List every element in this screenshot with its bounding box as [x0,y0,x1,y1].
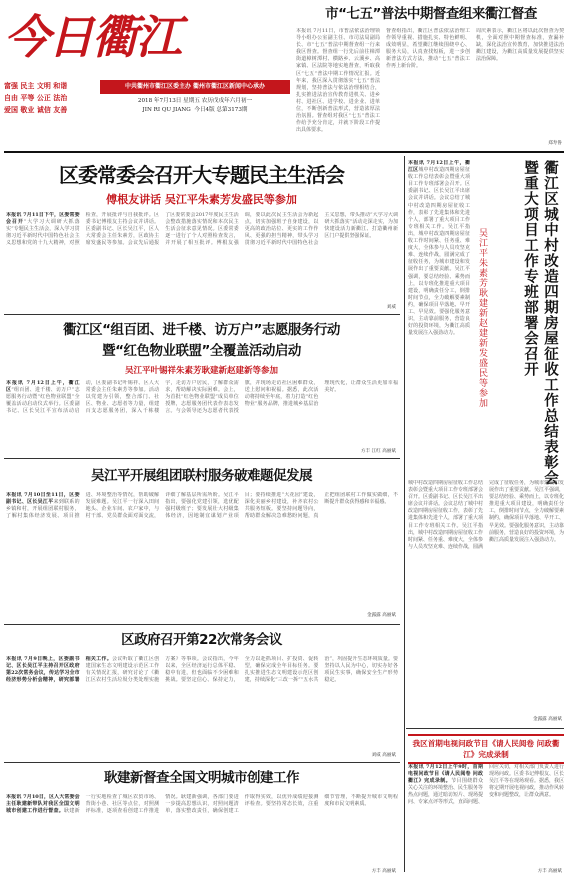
main-story-headline: 区委常委会召开大专题民主生活会 [59,163,344,187]
bottom-right-text: 节目围绕群众关心关注的环境整治、民生服务等热点问题，通过暗访短片、现场提问、专家点评等形式，直面问题、回应关切，对相关部门负责人进行现场问政。区委书记傅根友、区长吴江平等在现场观看。据悉，我区将定期开展电视问政，推动作风转变和问题整改，让群众满意。 [408,764,564,806]
volunteer-story-text: “组百团、进千楼、访万户”志愿服务行动暨“红色物业联盟”全覆盖活动启动仪式举行。区委副书记、区长吴江平宣布活动启动，区委副书记叶锡祥、区人大常委会主任朱素芳等参加。活动以党建为引领，整合部门、社区、物业、志愿者等力量，组建百支志愿服务团，深入千栋楼宇，走访万户居民，了解群众需求，帮助解决实际困难。会上，为首批“红色物业联盟”成员单位授牌，志愿服务团代表作表态发言。与会领导还为志愿者代表授旗，并现场走访社区困难群众，送上慰问和祝福。据悉，此次活动将持续至年底，着力打造“红色物业”服务品牌，推进城乡基层治理现代化，让群众生活更加幸福美好。 [6,380,398,415]
bottom-right-headline-box [408,734,564,764]
right-story-col-b [408,480,564,716]
volunteer-story-author: 方丰 江红 高丽斌 [360,449,396,454]
gov-story-body [6,656,398,752]
volunteer-story-headline-2: 暨“红色物业联盟”全覆盖活动启动 [102,343,301,359]
publisher-banner [100,80,290,94]
top-story-body-3: 周庆素表示，衢江区将以此次督查为契机，全面对照中期督查标准，查漏补缺，深化法治宣传教育，加快推进法治衢江建设，为衢江高质量发展提供坚实法治保障。 [476,28,564,63]
roadside-story-text: 来到联系的乡镇和村，开展组团联村服务，了解村集体经济发展、项目推进、环境整治等情况，帮助破解发展难题。吴江平一行深入田间地头、企业车间、农户家中，与村干部、党员群众面对面交流，详细了解基层所需所盼。吴江平指出，要强化党建引领，选优配强村级班子；要发展壮大村级集体经济，因地制宜谋划产业项目；要持续推进“大花园”建设，深化美丽乡村建设，补齐农村公共服务短板。要坚持问题导向，帮助群众解决急难愁盼问题，真正把组团联村工作做实做细，不断提升群众获得感和幸福感。 [6,492,398,520]
column-divider [404,156,405,872]
top-story-author: 郑寿鲁 [548,141,562,146]
pinyin-title: JIN RI QU JIANG [142,107,191,113]
volunteer-story-headline-1: 衢江区“组百团、进千楼、访万户”志愿服务行动 [63,322,340,338]
civ-story-body [6,794,398,870]
top-story-col-3 [476,28,564,140]
masthead-divider [4,151,564,153]
main-story-body [6,212,398,304]
section-divider [4,762,400,763]
civ-story-author: 方丰 高丽斌 [371,869,396,874]
main-story-author: 刘威 [386,305,396,310]
gov-story-lead: 本报讯 7月9日晚上，区委副书记、区长吴江平主持召开区政府第22次常务会议，传达学习全市经济形势分析会精神，研究部署相关工作。 [6,656,112,684]
top-story-col-2 [386,28,470,140]
edition-number: 今日4版 总第3173期 [194,107,248,113]
section-divider [4,314,400,315]
publisher-line: 中共衢州市衢江区委主办 衢州市衢江区新闻中心承办 [124,83,266,90]
gov-story-text: 会议听取了衢江区创建国家生态文明建设示范区工作有关情况汇报，研究讨论了《衢江区农村生活垃圾分类处理实施方案》等事项。会议指出，今年以来，全区经济运行总体平稳、稳中有进，但也面临不少困难和挑战。要坚定信心、保持定力，全力以赴抓项目、扩投资、促转型，确保完成全年目标任务。要扎实推进生态文明建设示范区创建，持续深化“三改一拆”“五水共治”，巩固提升生态环境质量。要坚持以人民为中心，切实办好各项民生实事，确保安全生产形势稳定。 [85,656,398,684]
section-divider [4,624,400,625]
core-values-slogans [4,80,94,116]
bottom-right-body [408,764,564,868]
volunteer-story-lead: 本报讯 7月12日上午，衢江区 [6,380,80,394]
top-story-body: 督查组一行先后前往樟潭街道樟树潭村、横路乡、云溪乡、高家镇、区法院等地实地督查，听取我区“七五”普法中期工作情况汇报。近年来，我区深入贯彻落实“七五”普法规划，坚持普法与依法治理相结合，扎实推进法治宣传教育进机关、进乡村、进社区、进学校、进企业、进单位，不断创新普法形式，营造浓厚法治氛围。督查组对我区“七五”普法工作给予充分肯定，并就下阶段工作提出具体要求。 [296,49,380,134]
slogan-line: 富强 民主 文明 和谐 [4,82,68,90]
issue-edition [100,106,290,115]
right-story-col-a [408,160,470,480]
top-story-lead: 本报讯 7月11日，市普法依法治理领导小组办公室副主任、市司法局副局长、市“七五”普法中期督查组一行来我区督查。 [296,28,380,56]
right-story-author: 金露露 高丽斌 [532,717,562,722]
section-divider [406,728,564,729]
gov-story-headline: 区政府召开第22次常务会议 [121,632,282,648]
civ-story-headline: 耿建新督查全国文明城市创建工作 [104,770,299,786]
gov-story-author: 刘威 高丽斌 [371,753,396,758]
section-divider [4,458,400,459]
bottom-right-headline: 我区首期电视问政节目《请人民阅卷 问政衢江》完成录制 [412,739,560,759]
roadside-story-lead: 本报讯 7月10日至11日，区委副书记、区长吴江平 [6,492,80,506]
bottom-right-author: 方丰 高丽斌 [537,869,562,874]
right-story-headline: 衢江区城中村改造四期房屋征收工作总结表彰会暨重大项目工作专班部署会召开 [522,160,558,486]
slogan-line: 自由 平等 公正 法治 [4,94,68,102]
civ-story-text: 耿建新一行实地检查了城区农贸市场、背街小巷、社区等点位，对照测评标准，逐项查看创建工作推进情况。耿建新强调，各部门要进一步提高思想认识，对照问题清单，落实整改责任，确保创建工作取得实效，以优异成绩迎接测评检查。要坚持常态长效，注重细节管理，不断提升城市文明程度和市民文明素质。 [64,794,398,815]
roadside-story-author: 金露露 高丽斌 [366,613,396,618]
roadside-story-body [6,492,398,610]
right-story-text-cont: 城中村改造四期房屋征收工作总结表彰会暨重大项目工作专班部署会召开。区委副书记、区长吴江平出席会议并讲话。会议总结了城中村改造四期房屋征收工作，表彰了先进集体和先进个人，部署了重大项目工作专班相关工作。吴江平指出，城中村改造四期房屋征收工作时间紧、任务重、难度大，全体参与人员攻坚克难、连续作战，圆满完成了征收任务，为城市建设和发展作出了重要贡献。吴江平强调，要总结经验、乘势而上，以专班化推进重大项目建设，明确责任分工，倒排时间节点，全力破解要素制约，确保项目早落地、早开工、早见效。要强化服务意识，主动靠前服务，营造良好的投资环境，为衢江高质量发展注入强劲动力。 [408,480,564,550]
volunteer-story-subhead: 吴江平叶锡祥朱素芳耿建新赵建新等参加 [124,366,278,376]
newspaper-logo: 今日衢江 [4,10,180,64]
bottom-right-lead: 本报讯 7月12日上午9时，首期电视问政节目《请人民阅卷 问政衢江》完成录制。 [408,764,483,785]
civ-story-lead: 本报讯 7月10日，区人大常委会主任耿建新带队对我区全国文明城市创建工作进行督查。 [6,794,80,815]
issue-info [100,97,290,115]
issue-date: 2018 年7月13日 星期五 农历戊戌年六月初一 [137,98,253,104]
right-story-text: 城中村改造四期房屋征收工作总结表彰会暨重大项目工作专班部署会召开。区委副书记、区长吴江平出席会议并讲话。会议总结了城中村改造四期房屋征收工作，表彰了先进集体和先进个人，部署了重大项目工作专班相关工作。吴江平指出，城中村改造四期房屋征收工作时间紧、任务重、难度大，全体参与人员攻坚克难、连续作战，圆满完成了征收任务，为城市建设和发展作出了重要贡献。吴江平强调，要总结经验、乘势而上，以专班化推进重大项目建设，明确责任分工，倒排时间节点，全力破解要素制约，确保项目早落地、早开工、早见效。要强化服务意识，主动靠前服务，营造良好的投资环境，为衢江高质量发展注入强劲动力。 [408,167,470,337]
main-story-subhead: 傅根友讲话 吴江平朱素芳发盛民等参加 [106,193,297,206]
volunteer-story-body [6,380,398,450]
main-story-text: “大学习大调研大抓落实”专题民主生活会，深入学习贯彻习近平新时代中国特色社会主义思想和党的十九大精神，对照检查，开展批评与自我批评。区委书记傅根友主持会议并讲话。区委副书记、区长吴江平，区人大常委会主任朱素芳，区政协主席发盛民等参加。会议先后通报了区委常委会2017年度民主生活会整改措施落实情况和本次民主生活会征求意见情况。区委常委逐一进行了个人对照检查发言，并开展了相互批评。傅根友强调，要以此次民主生活会为新起点，切实加强班子自身建设，以更高的政治站位、更实的工作作风、更强的担当精神，带头学习贯彻习近平新时代中国特色社会主义思想，带头推动“大学习大调研大抓落实”活动走深走实，为加快建设活力新衢江、打造衢州新区门户提供坚强保证。 [6,212,398,247]
roadside-story-headline: 吴江平开展组团联村服务破难题促发展 [91,468,312,484]
main-story-lead: 本报讯 7月11日下午，区委常委会召开 [6,212,80,226]
slogan-line: 爱国 敬业 诚信 友善 [4,106,68,114]
right-story-lead: 本报讯 7月12日上午，衢江区 [408,160,470,174]
top-story-headline: 市“七五”普法中期督查组来衢江督查 [325,6,537,22]
right-story-subhead: 吴江平朱素芳耿建新赵建新发盛民等参加 [477,228,487,408]
top-story-col-1 [296,28,380,140]
top-story-body-2: 督查组指出，衢江区普法依法治理工作领导重视、措施扎实、特色鲜明、成效明显，希望衢江继续围绕中心、服务大局，认真查找短板，进一步创新普法方式方法，推动“七五”普法工作再上新台阶。 [386,28,470,70]
